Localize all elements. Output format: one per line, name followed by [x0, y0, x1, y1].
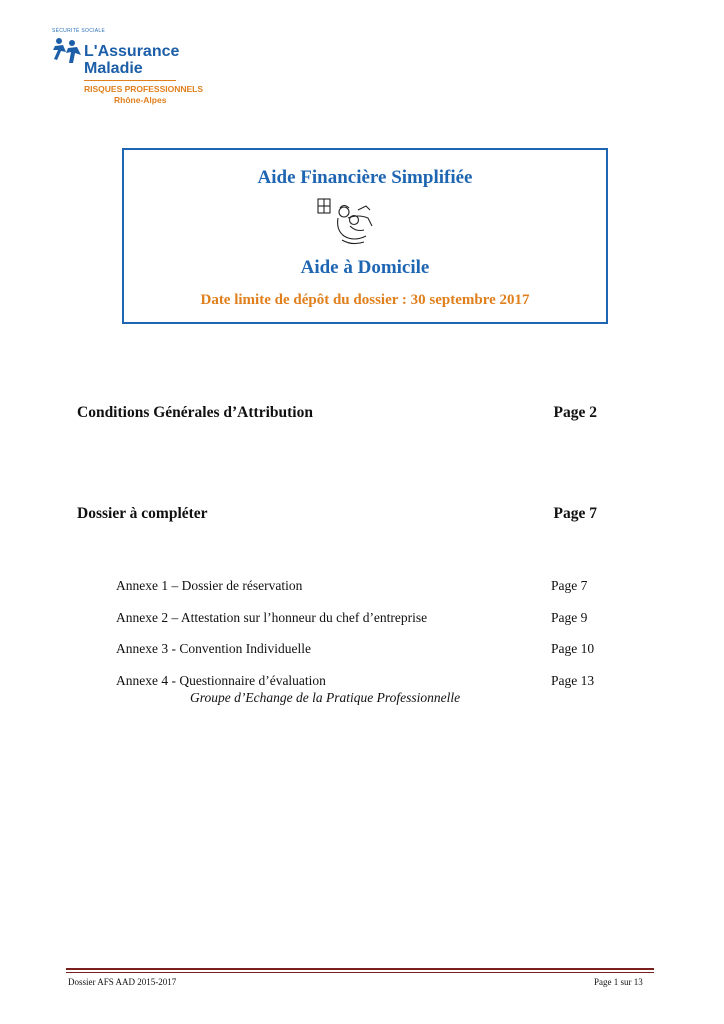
- toc-section-page: Page 2: [553, 404, 597, 421]
- toc-annex-page: Page 13: [551, 673, 595, 688]
- footer-divider: [66, 968, 654, 970]
- toc-annex-page: Page 9: [551, 610, 588, 625]
- document-title: Aide Financière Simplifiée: [257, 167, 473, 188]
- logo-line2: Maladie: [84, 60, 143, 77]
- toc-annex-title: Annexe 3 - Convention Individuelle: [116, 641, 311, 656]
- toc-section-title: Conditions Générales d’Attribution: [77, 404, 313, 421]
- toc-section-title: Dossier à compléter: [77, 505, 208, 522]
- footer-divider-thin: [66, 972, 654, 973]
- toc-annex-subtitle: Groupe d’Echange de la Pratique Professionnelle: [190, 690, 461, 705]
- toc-annex-title: Annexe 2 – Attestation sur l’honneur du chef d’entreprise: [116, 610, 428, 625]
- logo-subtitle-2: Rhône-Alpes: [114, 95, 167, 105]
- logo-subtitle-1: RISQUES PROFESSIONNELS: [84, 84, 204, 94]
- footer-document-ref: Dossier AFS AAD 2015-2017: [68, 977, 177, 987]
- footer-page-number: Page 1 sur 13: [594, 977, 643, 987]
- toc-annex-title: Annexe 4 - Questionnaire d’évaluation: [116, 673, 326, 688]
- document-subtitle: Aide à Domicile: [300, 257, 430, 278]
- logo-top-text: SÉCURITÉ SOCIALE: [52, 28, 106, 34]
- assurance-maladie-logo: [44, 26, 204, 122]
- toc-annex-title: Annexe 1 – Dossier de réservation: [116, 578, 303, 593]
- logo-divider: [84, 80, 176, 81]
- logo-line1: L'Assurance: [84, 43, 180, 60]
- deadline-text: Date limite de dépôt du dossier : 30 septembre 2017: [200, 292, 530, 308]
- title-box: [122, 148, 608, 324]
- home-care-illustration-icon: [314, 196, 376, 248]
- toc-section-page: Page 7: [553, 505, 597, 522]
- toc-annex-page: Page 7: [551, 578, 588, 593]
- logo-figures-icon: [50, 36, 84, 66]
- toc-annex-page: Page 10: [551, 641, 595, 656]
